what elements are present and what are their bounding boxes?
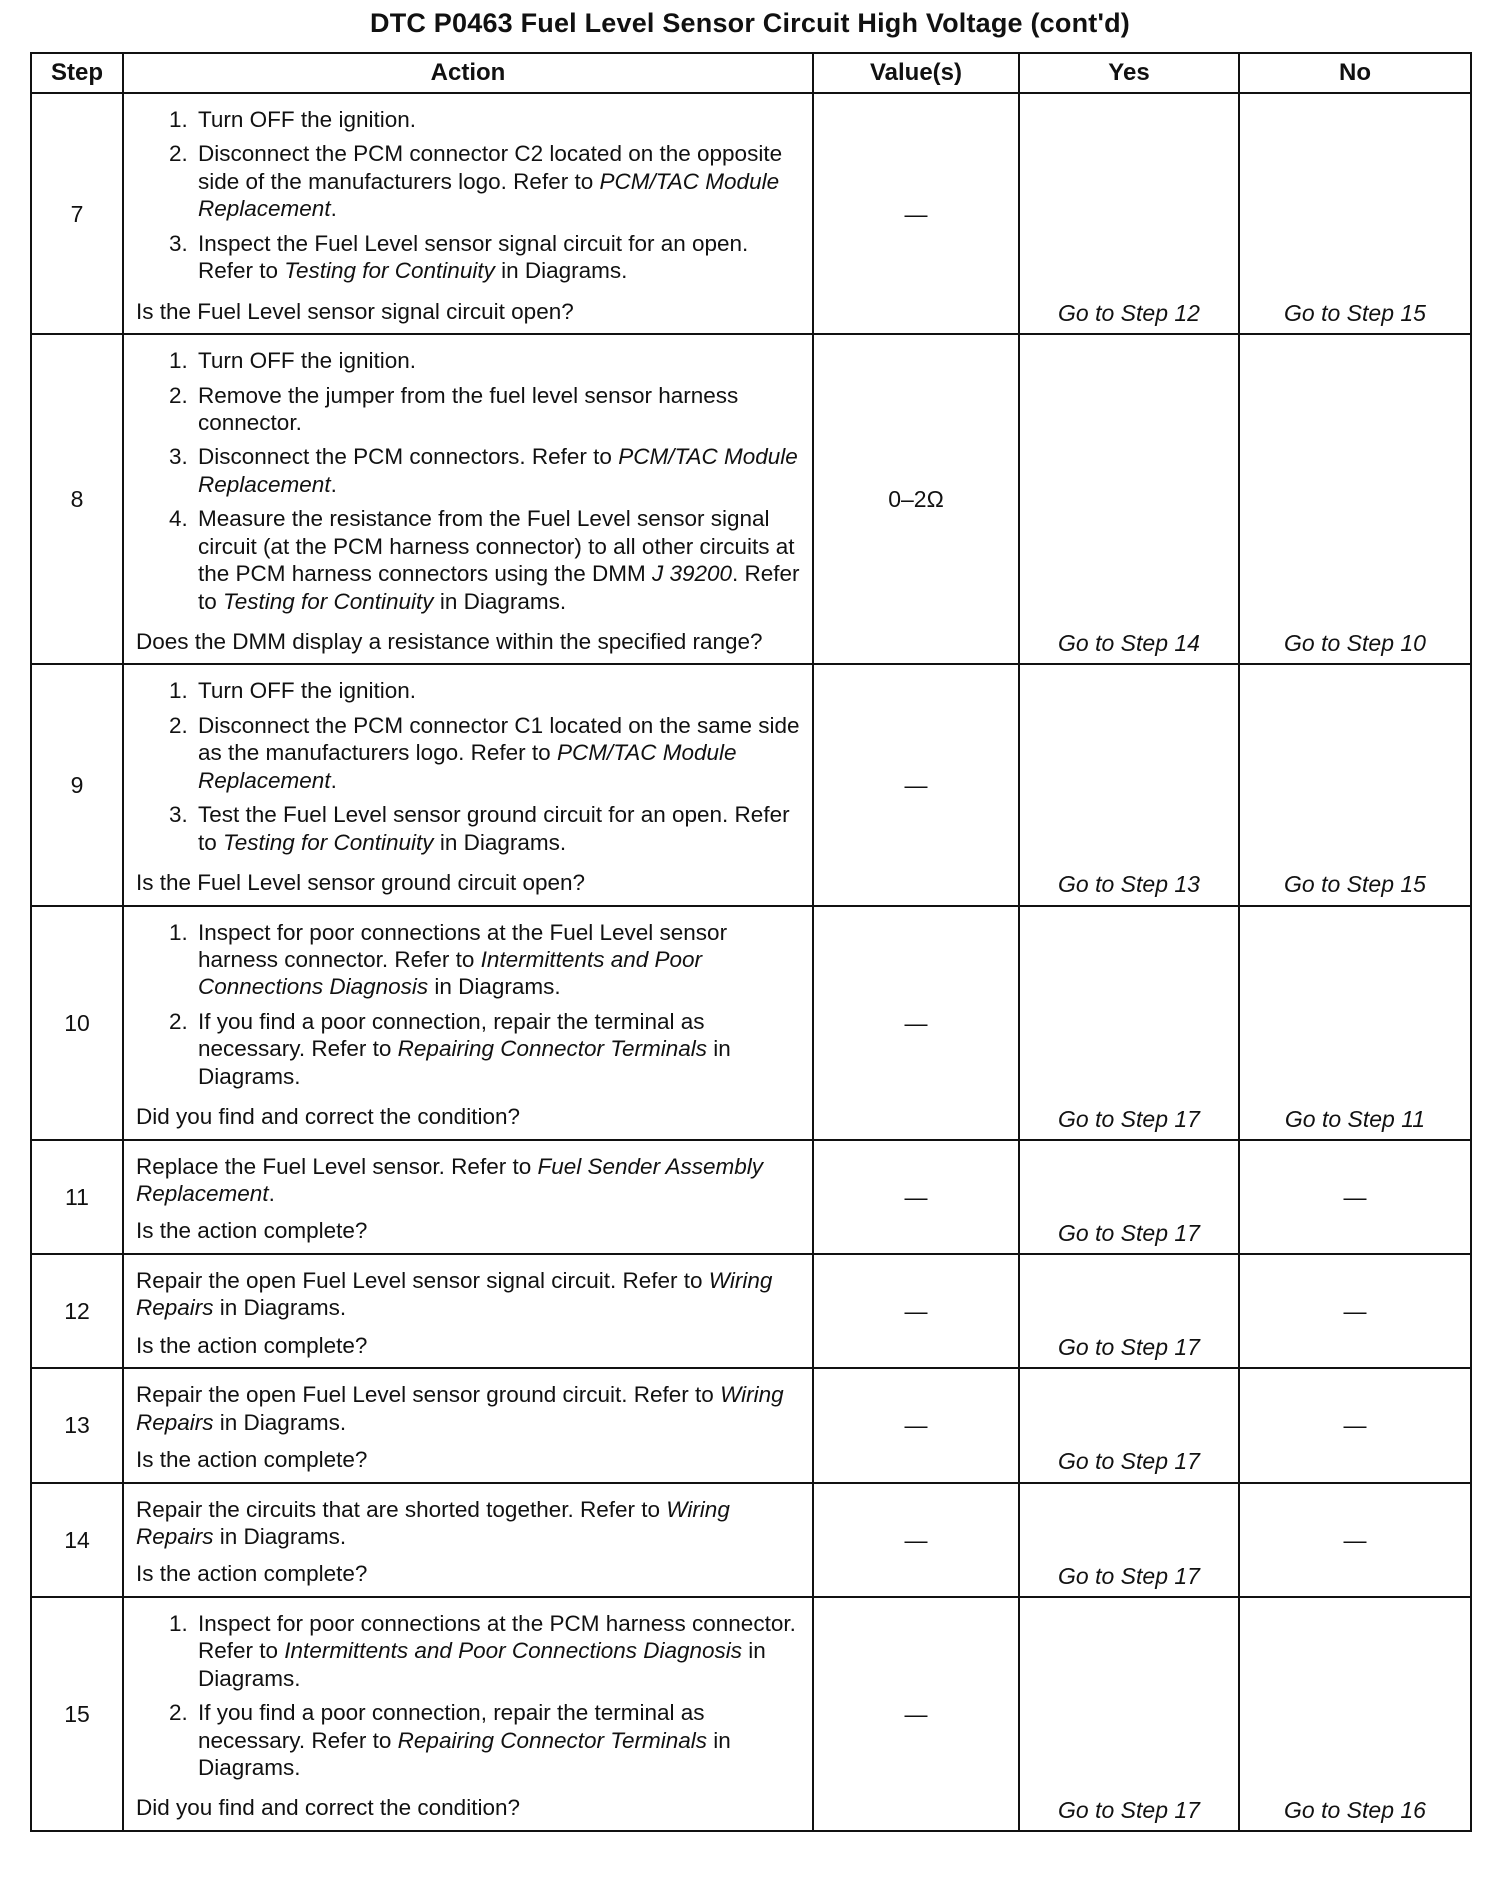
header-step: Step — [31, 53, 123, 93]
action-question: Is the action complete? — [136, 1332, 368, 1358]
step-number: 9 — [31, 664, 123, 905]
step-number: 14 — [31, 1483, 123, 1597]
header-yes: Yes — [1019, 53, 1239, 93]
no-cell: — — [1239, 1140, 1471, 1254]
table-row — [31, 1597, 1471, 1831]
action-instruction: Repair the open Fuel Level sensor signal circuit. Refer to Wiring Repairs in Diagrams. — [136, 1267, 773, 1321]
step-number: 7 — [31, 93, 123, 334]
yes-cell: Go to Step 17 — [1019, 1140, 1239, 1254]
no-cell: Go to Step 10 — [1239, 334, 1471, 664]
action-instruction: 4. Measure the resistance from the Fuel Level sensor signal circuit (at the PCM harness connector) to all other circuits at the PCM harness connectors using the DMM J 39200. Refer to Testing for Continuity in Diagrams. — [194, 505, 802, 615]
no-cell: Go to Step 11 — [1239, 906, 1471, 1140]
header-values: Value(s) — [813, 53, 1019, 93]
action-question: Is the action complete? — [136, 1218, 368, 1244]
table-row — [31, 1140, 1471, 1254]
action-cell — [123, 906, 813, 1140]
value-cell: — — [813, 1597, 1019, 1831]
action-cell — [123, 1254, 813, 1368]
header-action: Action — [123, 53, 813, 93]
action-instruction: 3. Test the Fuel Level sensor ground circuit for an open. Refer to Testing for Continuity in Diagrams. — [194, 801, 802, 856]
table-row — [31, 664, 1471, 905]
table-row — [31, 334, 1471, 664]
yes-cell: Go to Step 17 — [1019, 1597, 1239, 1831]
no-cell: Go to Step 16 — [1239, 1597, 1471, 1831]
action-question: Is the Fuel Level sensor signal circuit open? — [136, 298, 574, 324]
value-cell: — — [813, 1254, 1019, 1368]
value-cell: 0–2Ω — [813, 334, 1019, 664]
action-cell — [123, 1597, 813, 1831]
yes-cell: Go to Step 13 — [1019, 664, 1239, 905]
action-question: Did you find and correct the condition? — [136, 1104, 520, 1130]
action-question: Is the action complete? — [136, 1447, 368, 1473]
value-cell: — — [813, 93, 1019, 334]
action-instruction: 1. Inspect for poor connections at the Fuel Level sensor harness connector. Refer to Intermittents and Poor Connections Diagnosis in Diagrams. — [194, 919, 802, 1001]
action-instruction: 2. If you find a poor connection, repair the terminal as necessary. Refer to Repairing Connector Terminals in Diagrams. — [194, 1008, 802, 1090]
yes-cell: Go to Step 14 — [1019, 334, 1239, 664]
yes-cell: Go to Step 12 — [1019, 93, 1239, 334]
table-row — [31, 1368, 1471, 1482]
action-instruction: 1. Turn OFF the ignition. — [194, 106, 802, 133]
action-question: Did you find and correct the condition? — [136, 1795, 520, 1821]
action-instruction: 1. Turn OFF the ignition. — [194, 677, 802, 704]
action-instruction: 1. Inspect for poor connections at the PCM harness connector. Refer to Intermittents and Poor Connections Diagnosis in Diagrams. — [194, 1610, 802, 1692]
action-instruction: 2. Disconnect the PCM connector C2 located on the opposite side of the manufacturers logo. Refer to PCM/TAC Module Replacement. — [194, 140, 802, 222]
action-instruction: 3. Inspect the Fuel Level sensor signal circuit for an open. Refer to Testing for Continuity in Diagrams. — [194, 230, 802, 285]
action-cell — [123, 1140, 813, 1254]
action-instruction: Repair the open Fuel Level sensor ground circuit. Refer to Wiring Repairs in Diagrams. — [136, 1382, 784, 1435]
action-cell — [123, 93, 813, 334]
diagnostic-table — [30, 52, 1472, 1832]
table-row — [31, 1254, 1471, 1368]
action-question: Is the action complete? — [136, 1561, 368, 1587]
value-cell: — — [813, 1140, 1019, 1254]
step-number: 11 — [31, 1140, 123, 1254]
step-number: 10 — [31, 906, 123, 1140]
step-number: 12 — [31, 1254, 123, 1368]
value-cell: — — [813, 1368, 1019, 1482]
action-instruction: 2. If you find a poor connection, repair the terminal as necessary. Refer to Repairing Connector Terminals in Diagrams. — [194, 1699, 802, 1781]
action-cell — [123, 664, 813, 905]
action-instruction: Repair the circuits that are shorted together. Refer to Wiring Repairs in Diagrams. — [136, 1496, 730, 1549]
action-instruction: 3. Disconnect the PCM connectors. Refer to PCM/TAC Module Replacement. — [194, 443, 802, 498]
table-row — [31, 1483, 1471, 1597]
table-row — [31, 906, 1471, 1140]
yes-cell: Go to Step 17 — [1019, 906, 1239, 1140]
action-instruction: 2. Remove the jumper from the fuel level sensor harness connector. — [194, 382, 802, 437]
action-instruction: 2. Disconnect the PCM connector C1 located on the same side as the manufacturers logo. Refer to PCM/TAC Module Replacement. — [194, 712, 802, 794]
no-cell: — — [1239, 1483, 1471, 1597]
page-title: DTC P0463 Fuel Level Sensor Circuit High Voltage (cont'd) — [370, 8, 1130, 38]
action-instruction: 1. Turn OFF the ignition. — [194, 347, 802, 374]
value-cell: — — [813, 664, 1019, 905]
yes-cell: Go to Step 17 — [1019, 1483, 1239, 1597]
header-no: No — [1239, 53, 1471, 93]
action-cell — [123, 1368, 813, 1482]
step-number: 15 — [31, 1597, 123, 1831]
action-instruction: Replace the Fuel Level sensor. Refer to Fuel Sender Assembly Replacement. — [136, 1153, 764, 1206]
table-row — [31, 93, 1471, 334]
action-cell — [123, 334, 813, 664]
step-number: 13 — [31, 1368, 123, 1482]
action-cell — [123, 1483, 813, 1597]
action-question: Is the Fuel Level sensor ground circuit open? — [136, 870, 586, 896]
no-cell: Go to Step 15 — [1239, 664, 1471, 905]
no-cell: Go to Step 15 — [1239, 93, 1471, 334]
header-row — [31, 53, 1471, 93]
value-cell: — — [813, 906, 1019, 1140]
yes-cell: Go to Step 17 — [1019, 1254, 1239, 1368]
step-number: 8 — [31, 334, 123, 664]
no-cell: — — [1239, 1254, 1471, 1368]
action-question: Does the DMM display a resistance within the specified range? — [136, 629, 763, 654]
value-cell: — — [813, 1483, 1019, 1597]
no-cell: — — [1239, 1368, 1471, 1482]
yes-cell: Go to Step 17 — [1019, 1368, 1239, 1482]
